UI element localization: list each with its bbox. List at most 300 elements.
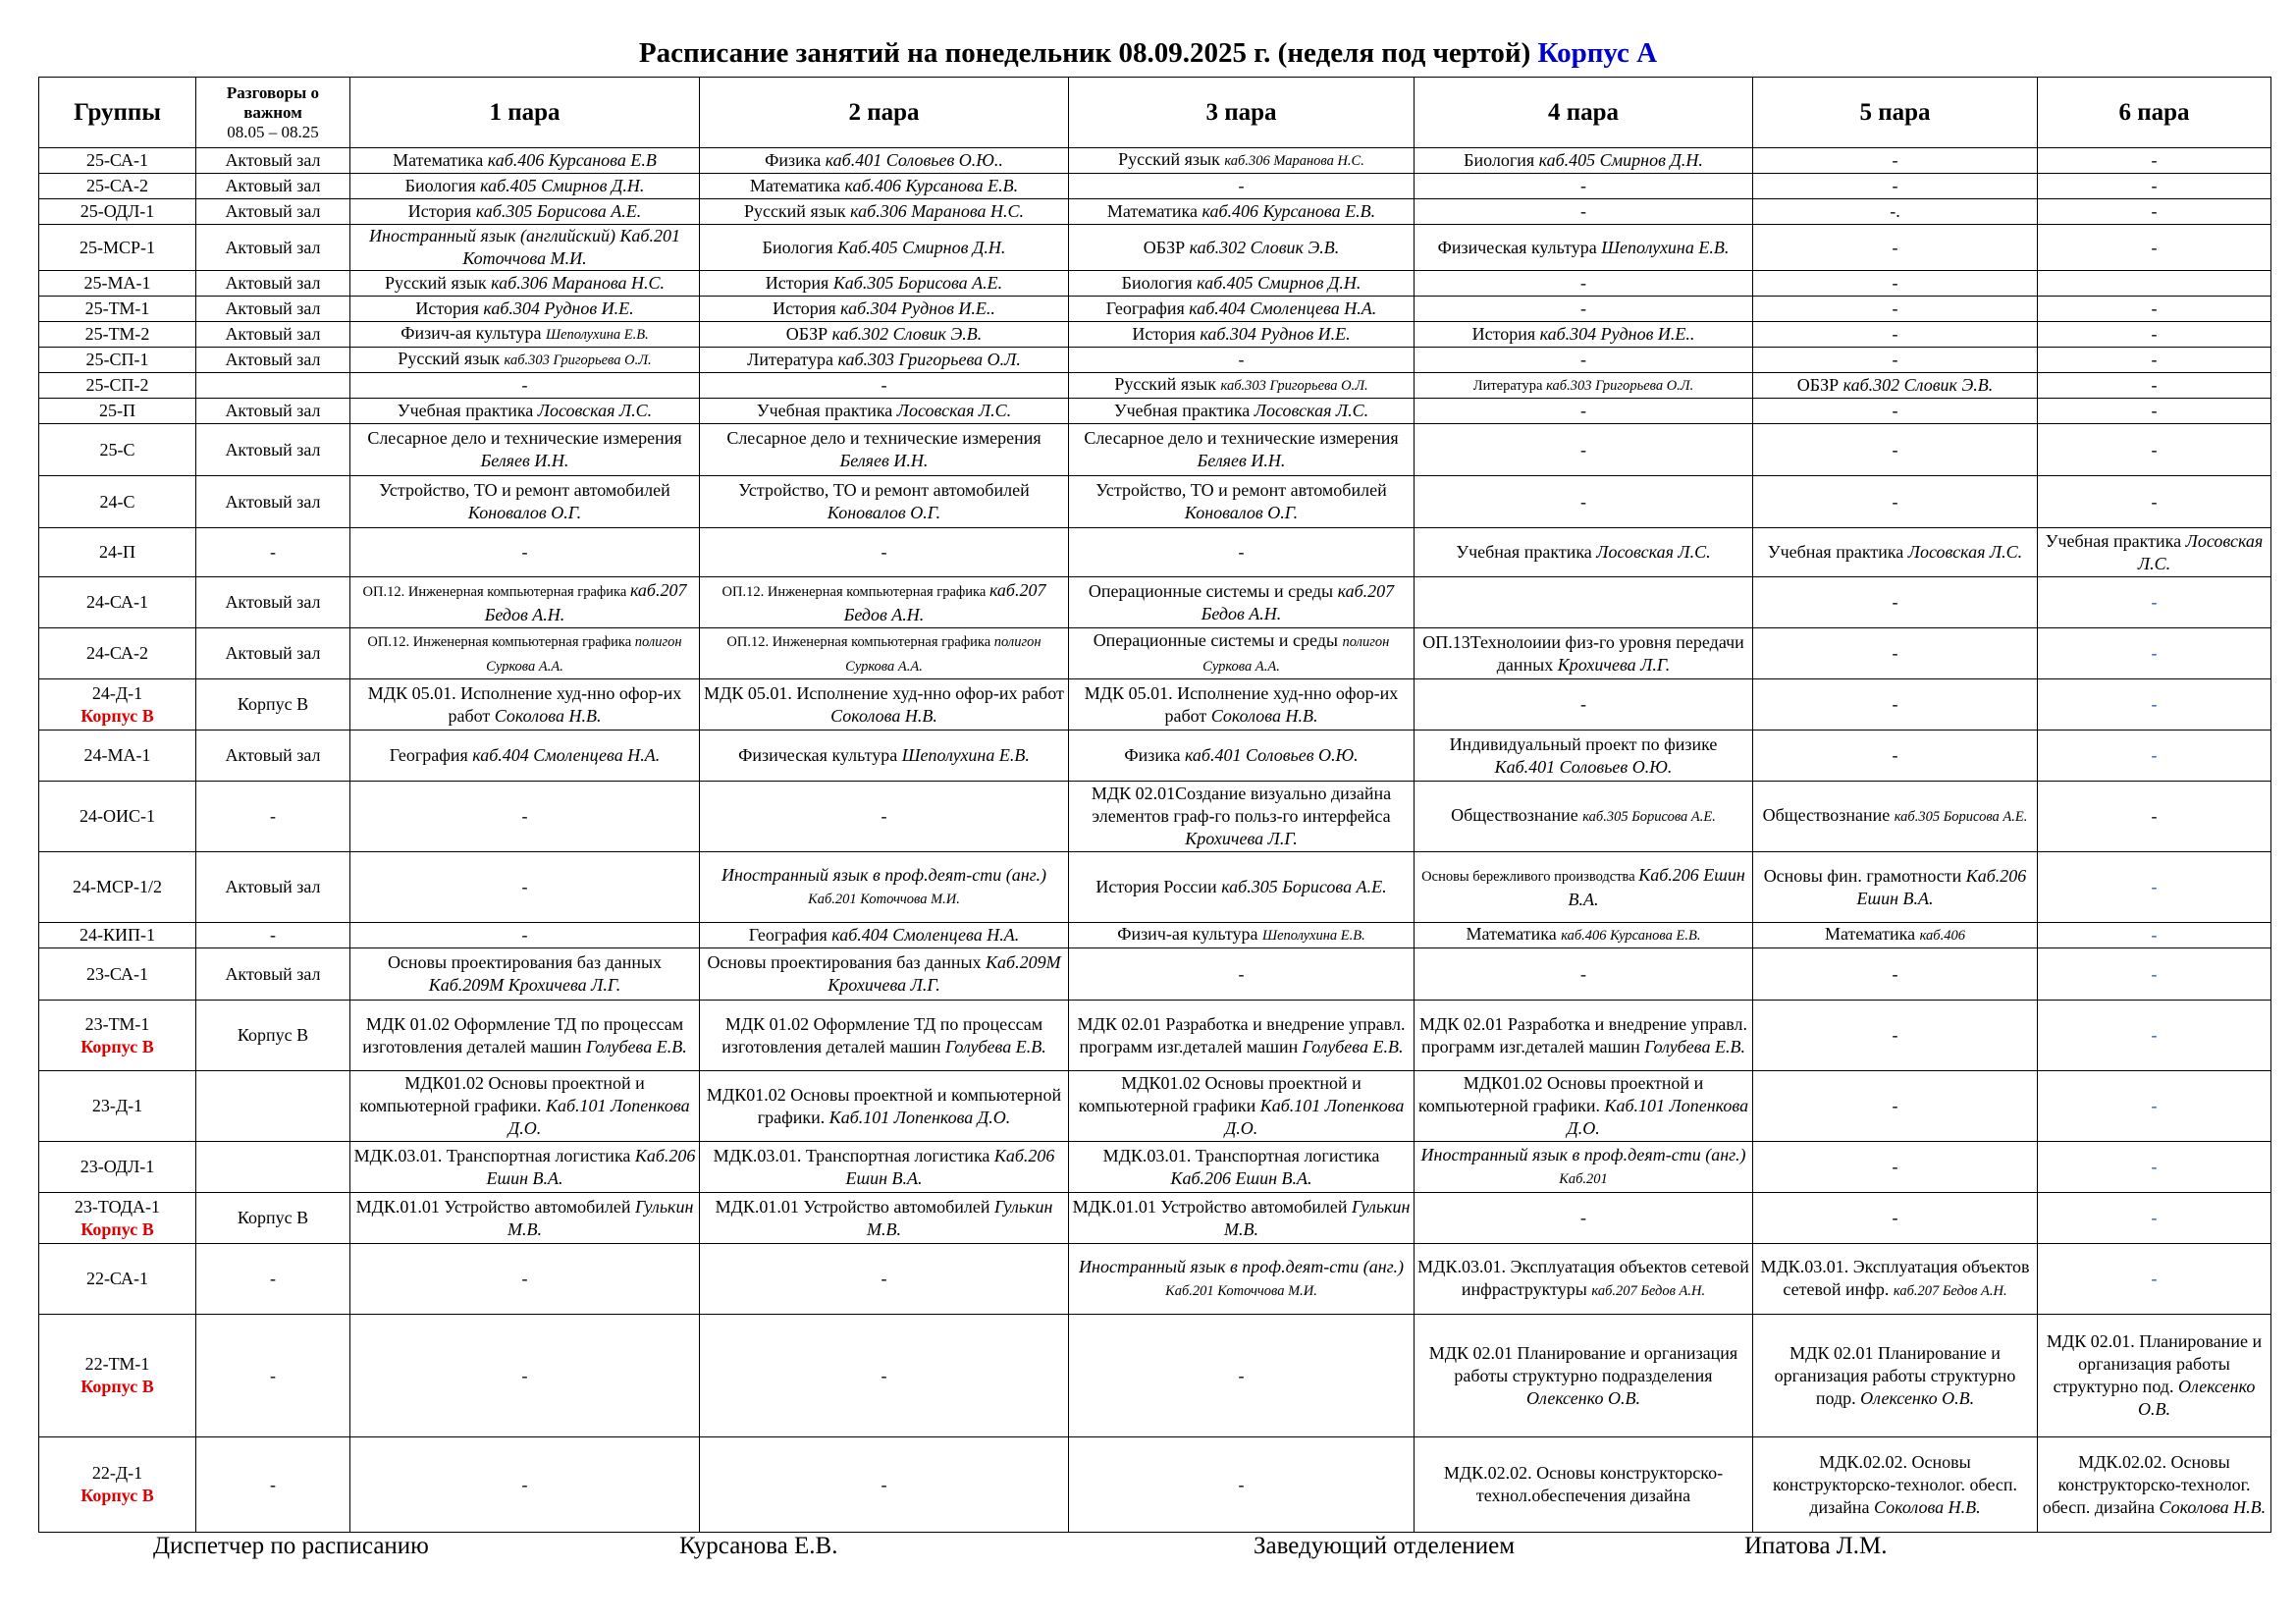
lesson-text: - [521,806,528,826]
lesson-text: МДК.01.01 Устройство автомобилей [355,1196,636,1217]
lesson-cell-p3 [1069,948,1415,1001]
lesson-cell-p3 [1069,399,1415,424]
lesson-cell-p6 [2038,782,2271,852]
lesson-text: - [2151,201,2158,221]
lesson-text: Каб.206 Ешин В.А. [845,1145,1055,1188]
group-cell [39,1193,196,1244]
lesson-text: Каб.201 [1559,1170,1608,1187]
lesson-text: - [1892,273,1898,293]
lesson-text: Шеполухина Е.В. [901,745,1030,765]
lesson-text: Лосовская Л.С. [2137,530,2264,573]
lesson-text: Математика [1106,201,1202,221]
title-korpus: Корпус А [1537,37,1658,69]
lesson-text: Соколова Н.В. [1873,1496,1981,1517]
lesson-text: ОП.12. Инженерная компьютерная графика [362,583,630,600]
table-row [39,271,2271,297]
lesson-cell-p4 [1415,199,1753,225]
column-header-p1: 1 пара [350,78,700,148]
group-name: 23-Д-1 [91,1096,143,1115]
lesson-text: - [1580,439,1586,460]
lesson-text: - [2151,1157,2158,1176]
title-text: Расписание занятий на понедельник 08.09.2025 г. (неделя под чертой) [638,37,1531,69]
lesson-text: ОП.12. Инженерная компьютерная графика [367,633,635,650]
lesson-cell-p1 [350,271,700,297]
table-row [39,399,2271,424]
lesson-cell-p4 [1415,528,1753,577]
lesson-cell-p2 [700,628,1069,679]
table-row [39,948,2271,1001]
lesson-text: каб.305 Борисова А.Е. [475,201,642,221]
group-cell [39,1071,196,1142]
lesson-cell-p3 [1069,628,1415,679]
dispatcher-name: Курсанова Е.В. [679,1533,838,1559]
building-note: Корпус В [80,1377,154,1396]
lesson-text: каб.302 Словик Э.В. [1842,375,1994,395]
table-row [39,628,2271,679]
lesson-text: МДК 02.01Создание визуально дизайна элементов граф-го польз-го интерфейса [1091,784,1392,826]
building-note: Корпус В [80,1036,154,1056]
lesson-cell-p3 [1069,225,1415,271]
lesson-text: География [1105,298,1190,318]
lesson-text: Основы проектирования баз данных [707,952,987,972]
lesson-text: - [1892,439,1898,460]
lesson-cell-p4 [1415,225,1753,271]
group-name: 25-СП-2 [85,375,149,395]
lesson-cell-p2 [700,852,1069,923]
schedule-table [38,77,2271,1533]
lesson-text: МДК.02.02. Основы конструкторско-технол.обеспечения дизайна [1443,1463,1724,1505]
lesson-text: - [1580,1208,1586,1227]
group-name: 24-С [99,491,135,512]
lesson-cell-p5 [1753,1244,2038,1315]
lesson-text: МДК 01.02 Оформление ТД по процессам изготовления деталей машин [721,1013,1043,1056]
lesson-cell-p2 [700,1001,1069,1071]
table-row [39,174,2271,199]
lesson-text: МДК 02.01 Разработка и внедрение управл. программ изг.деталей машин [1419,1013,1747,1056]
lesson-cell-p1 [350,852,700,923]
lesson-text: Лосовская Л.С. [537,401,653,420]
lesson-cell-p4 [1415,782,1753,852]
talk-cell: - [196,1244,350,1315]
table-row [39,923,2271,948]
lesson-text: - [521,1474,528,1494]
lesson-text: каб.406 Курсанова Е.В [487,150,657,170]
talk-cell [196,1071,350,1142]
lesson-text: Обществознание [1451,805,1583,825]
group-cell [39,1142,196,1193]
talk-cell: - [196,1315,350,1437]
table-row [39,476,2271,528]
lesson-cell-p5 [1753,348,2038,373]
lesson-cell-p2 [700,1315,1069,1437]
group-cell [39,852,196,923]
lesson-cell-p4 [1415,852,1753,923]
lesson-text: МДК01.02 Основы проектной и компьютерной графики. [359,1073,645,1115]
lesson-text: Операционные системы и среды [1093,629,1343,650]
group-cell [39,174,196,199]
lesson-text: - [2151,963,2158,984]
lesson-cell-p3 [1069,1437,1415,1533]
lesson-text: Каб.101 Лопенкова Д.О. [1224,1096,1405,1138]
lesson-cell-p5 [1753,271,2038,297]
lesson-text: каб.401 Соловьев О.Ю. [1184,745,1359,765]
lesson-cell-p4 [1415,577,1753,628]
lesson-cell-p6 [2038,1315,2271,1437]
lesson-text: Литература [1472,378,1547,394]
lesson-text: Голубева Е.В. [1644,1036,1745,1056]
lesson-cell-p5 [1753,174,2038,199]
lesson-text: - [1892,1208,1898,1227]
schedule-header [39,78,2271,148]
lesson-text: Голубева Е.В. [945,1036,1046,1056]
lesson-text: каб.304 Руднов И.Е. [1200,324,1351,344]
lesson-text: - [2151,643,2158,663]
lesson-text: - [2151,150,2158,170]
lesson-text: Каб.101 Лопенкова Д.О. [1567,1096,1749,1138]
lesson-text: - [1580,298,1586,318]
column-header-p2: 2 пара [700,78,1069,148]
group-name: 24-П [99,542,135,562]
lesson-text: - [521,375,528,395]
talks-title: Разговоры о важном [226,82,320,122]
lesson-text: - [881,375,887,395]
group-name: 24-ОИС-1 [80,806,155,826]
lesson-cell-p3 [1069,731,1415,782]
lesson-text: каб.304 Руднов И.Е.. [840,298,995,318]
lesson-text: -. [1890,201,1900,221]
lesson-text: Биология [762,237,838,257]
lesson-text: каб.303 Григорьева О.Л. [837,350,1021,369]
lesson-text: - [1238,963,1245,984]
lesson-cell-p3 [1069,577,1415,628]
lesson-text: МДК.01.01 Устройство автомобилей [1072,1196,1353,1217]
lesson-text: - [1892,1157,1898,1176]
lesson-cell-p5 [1753,476,2038,528]
talk-cell: Актовый зал [196,199,350,225]
lesson-text: Устройство, ТО и ремонт автомобилей [738,480,1030,500]
lesson-text: - [2151,1269,2158,1288]
dispatcher-label: Диспетчер по расписанию [153,1533,429,1559]
lesson-text: - [1892,298,1898,318]
lesson-text: Соколова Н.В. [1210,705,1318,726]
lesson-text: МДК.03.01. Транспортная логистика [1102,1145,1380,1165]
lesson-cell-p1 [350,297,700,322]
lesson-cell-p6 [2038,528,2271,577]
lesson-cell-p3 [1069,148,1415,174]
table-row [39,852,2271,923]
lesson-cell-p2 [700,923,1069,948]
group-name: 25-СП-1 [85,350,149,369]
talk-cell: Актовый зал [196,271,350,297]
table-row [39,322,2271,348]
group-cell [39,424,196,476]
group-name: 24-Д-1 [91,682,143,703]
lesson-text: каб.303 Григорьева О.Л. [1546,378,1694,394]
lesson-cell-p5 [1753,399,2038,424]
lesson-cell-p2 [700,148,1069,174]
lesson-text: Литература [747,350,838,369]
lesson-text: - [2151,1025,2158,1045]
lesson-text: Шеполухина Е.В. [545,327,649,343]
talk-cell: - [196,1437,350,1533]
lesson-text: Биология [1121,273,1198,293]
lesson-text: МДК 05.01. Исполнение худ-нно офор-их работ [1084,682,1399,726]
group-cell [39,297,196,322]
talk-cell [196,373,350,399]
table-row [39,348,2271,373]
head-name: Ипатова Л.М. [1744,1533,1888,1559]
lesson-text: каб.406 Курсанова Е.В. [844,176,1019,195]
lesson-cell-p3 [1069,476,1415,528]
lesson-text: - [1238,1474,1245,1494]
lesson-cell-p2 [700,528,1069,577]
lesson-text: каб.306 Маранова Н.С. [491,273,666,293]
lesson-cell-p6 [2038,322,2271,348]
lesson-cell-p3 [1069,1315,1415,1437]
lesson-text: Лосовская Л.С. [1907,542,2023,562]
column-header-groups: Группы [39,78,196,148]
lesson-text: Слесарное дело и технические измерения [1084,428,1399,448]
lesson-cell-p2 [700,399,1069,424]
lesson-text: - [881,542,887,562]
table-row [39,528,2271,577]
talk-cell: - [196,782,350,852]
lesson-text: История России [1095,877,1222,896]
lesson-text: - [521,542,528,562]
lesson-cell-p6 [2038,373,2271,399]
lesson-text: - [1892,324,1898,344]
lesson-cell-p2 [700,1244,1069,1315]
lesson-text: Каб.206 Ешин В.А. [1568,864,1745,909]
lesson-text: - [2151,925,2158,945]
lesson-cell-p6 [2038,1142,2271,1193]
group-cell [39,1315,196,1437]
lesson-cell-p2 [700,174,1069,199]
lesson-cell-p5 [1753,923,2038,948]
lesson-cell-p4 [1415,628,1753,679]
lesson-cell-p3 [1069,528,1415,577]
lesson-cell-p4 [1415,948,1753,1001]
lesson-cell-p4 [1415,476,1753,528]
lesson-text: - [521,925,528,945]
lesson-text: каб.406 Курсанова Е.В. [1201,201,1376,221]
lesson-cell-p5 [1753,731,2038,782]
lesson-text: Иностранный язык в проф.деят-сти (анг.) [1079,1256,1404,1276]
group-cell [39,577,196,628]
lesson-text: каб.404 Смоленцева Н.А. [1189,298,1377,318]
group-name: 25-ОДЛ-1 [80,201,155,221]
talk-cell: Актовый зал [196,399,350,424]
lesson-text: Гулькин М.В. [507,1196,694,1239]
lesson-cell-p6 [2038,1437,2271,1533]
lesson-text: Русский язык [384,273,492,293]
lesson-text: Каб.201 Коточчова М.И. [808,891,960,907]
table-row [39,148,2271,174]
building-note: Корпус В [80,1218,154,1239]
lesson-text: Основы бережливого производства [1421,868,1639,885]
group-cell [39,322,196,348]
lesson-text: Учебная практика [756,401,897,420]
column-header-p6: 6 пара [2038,78,2271,148]
lesson-text: МДК 05.01. Исполнение худ-нно офор-их работ [367,682,682,726]
group-cell [39,948,196,1001]
group-cell [39,628,196,679]
lesson-cell-p4 [1415,399,1753,424]
lesson-cell-p4 [1415,1244,1753,1315]
talk-cell: Корпус В [196,679,350,731]
group-name: 25-МСР-1 [79,237,155,257]
lesson-cell-p6 [2038,148,2271,174]
lesson-text: Соколова Н.В. [830,705,937,726]
lesson-cell-p5 [1753,199,2038,225]
table-row [39,373,2271,399]
lesson-text: Биология [404,176,481,195]
talk-cell: Актовый зал [196,731,350,782]
lesson-cell-p6 [2038,174,2271,199]
lesson-cell-p5 [1753,148,2038,174]
lesson-cell-p6 [2038,199,2271,225]
lesson-text: каб.405 Смирнов Д.Н. [1538,150,1703,170]
lesson-text: Шеполухина Е.В. [1261,928,1365,944]
lesson-cell-p6 [2038,679,2271,731]
lesson-text: Устройство, ТО и ремонт автомобилей [379,480,670,500]
lesson-cell-p6 [2038,923,2271,948]
lesson-cell-p5 [1753,852,2038,923]
table-row [39,1244,2271,1315]
lesson-cell-p3 [1069,923,1415,948]
lesson-text: - [1238,542,1245,562]
lesson-text: Физич-ая культура [400,323,546,343]
lesson-cell-p1 [350,348,700,373]
lesson-cell-p2 [700,1193,1069,1244]
lesson-cell-p6 [2038,424,2271,476]
column-header-p4: 4 пара [1415,78,1753,148]
lesson-text: ОП.13Технолоиии физ-го уровня передачи данных [1422,631,1744,675]
lesson-cell-p5 [1753,1437,2038,1533]
lesson-cell-p6 [2038,225,2271,271]
talk-cell: Актовый зал [196,424,350,476]
lesson-text: Учебная практика [1113,401,1255,420]
lesson-cell-p2 [700,1437,1069,1533]
column-header-talks [196,78,350,148]
group-name: 25-П [99,401,135,420]
lesson-cell-p6 [2038,948,2271,1001]
lesson-cell-p5 [1753,577,2038,628]
lesson-text: - [1892,963,1898,984]
lesson-text: - [2151,401,2158,420]
lesson-cell-p6 [2038,1193,2271,1244]
lesson-text: МДК.03.01. Эксплуатация объектов сетевой инфр. [1760,1256,2030,1299]
lesson-cell-p6 [2038,297,2271,322]
lesson-text: - [2151,806,2158,826]
lesson-text: Математика [393,150,488,170]
lesson-cell-p6 [2038,1244,2271,1315]
lesson-text: каб.405 Смирнов Д.Н. [1197,273,1362,293]
lesson-text: - [521,877,528,896]
group-cell [39,923,196,948]
lesson-text: Крохичева Л.Г. [1557,654,1671,675]
lesson-cell-p5 [1753,948,2038,1001]
table-row [39,679,2271,731]
lesson-text: Голубева Е.В. [586,1036,687,1056]
lesson-cell-p1 [350,782,700,852]
lesson-text: - [2151,324,2158,344]
lesson-cell-p1 [350,1142,700,1193]
lesson-text: каб.405 Смирнов Д.Н. [480,176,645,195]
lesson-cell-p1 [350,424,700,476]
lesson-cell-p6 [2038,1001,2271,1071]
lesson-text: Каб.101 Лопенкова Д.О. [507,1096,690,1138]
lesson-cell-p1 [350,399,700,424]
lesson-text: - [1580,694,1586,714]
lesson-text: МДК.02.02. Основы конструкторско-технолог. обесп. дизайна [2042,1451,2251,1517]
lesson-text: - [1892,592,1898,612]
lesson-cell-p1 [350,923,700,948]
lesson-cell-p4 [1415,1193,1753,1244]
lesson-text: - [2151,491,2158,512]
lesson-cell-p4 [1415,148,1753,174]
lesson-cell-p1 [350,577,700,628]
lesson-text: - [1892,401,1898,420]
group-cell [39,1001,196,1071]
lesson-cell-p3 [1069,174,1415,199]
lesson-text: История [765,273,833,293]
lesson-text: - [1580,963,1586,984]
talk-cell: Актовый зал [196,577,350,628]
group-name: 25-МА-1 [83,273,151,293]
lesson-text: Голубева Е.В. [1302,1036,1404,1056]
talk-cell: Корпус В [196,1001,350,1071]
lesson-text: История [415,298,484,318]
lesson-cell-p3 [1069,424,1415,476]
lesson-cell-p5 [1753,628,2038,679]
building-note: Корпус В [80,705,154,726]
lesson-cell-p1 [350,948,700,1001]
lesson-cell-p6 [2038,628,2271,679]
lesson-text: Олексенко О.В. [1860,1387,1975,1408]
lesson-text: - [881,1269,887,1288]
lesson-text: Основы проектирования баз данных [387,952,663,972]
lesson-text: Математика [749,176,845,195]
lesson-text: История [407,201,476,221]
talk-cell: Актовый зал [196,225,350,271]
lesson-cell-p1 [350,1193,700,1244]
group-cell [39,225,196,271]
lesson-text: - [2151,375,2158,395]
lesson-cell-p1 [350,322,700,348]
lesson-cell-p3 [1069,1193,1415,1244]
lesson-text: - [1580,350,1586,369]
lesson-text: Физич-ая культура [1117,924,1262,944]
lesson-text: полигон Суркова А.А. [845,633,1041,675]
lesson-text: Гулькин М.В. [867,1196,1053,1239]
lesson-text: МДК 02.01 Планирование и организация работы структурно подразделения [1428,1342,1738,1385]
table-row [39,225,2271,271]
lesson-text: Беляев И.Н. [480,451,569,470]
lesson-text: Гулькин М.В. [1224,1196,1411,1239]
lesson-cell-p3 [1069,348,1415,373]
lesson-text: История [1471,324,1540,344]
lesson-text: Соколова Н.В. [2159,1496,2267,1517]
lesson-cell-p2 [700,1142,1069,1193]
lesson-text: - [1892,643,1898,663]
lesson-text: МДК01.02 Основы проектной и компьютерной графики. [706,1084,1062,1127]
lesson-cell-p4 [1415,297,1753,322]
lesson-cell-p4 [1415,373,1753,399]
lesson-cell-p1 [350,174,700,199]
group-name: 24-КИП-1 [80,925,155,945]
lesson-text: Коновалов О.Г. [1184,503,1299,522]
